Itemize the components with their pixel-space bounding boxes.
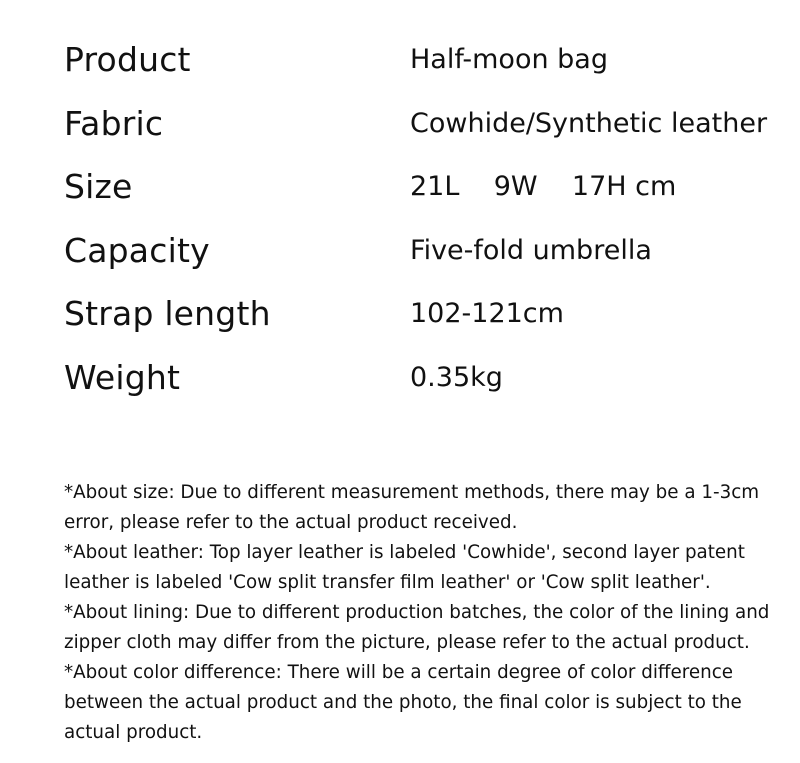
spec-value: 102-121cm [410, 298, 564, 330]
spec-value: Five-fold umbrella [410, 234, 652, 266]
spec-label: Size [64, 167, 133, 207]
spec-label: Capacity [64, 230, 210, 270]
spec-label: Product [64, 40, 191, 79]
spec-value: Half-moon bag [410, 44, 608, 75]
notes-section [64, 478, 788, 748]
note-line: *About lining: Due to different production batches, the color of the lining and [64, 602, 770, 623]
spec-value: 21L 9W 17H cm [410, 171, 677, 203]
spec-value: Cowhide/Synthetic leather [410, 107, 768, 139]
note-line: *About color difference: There will be a certain degree of color difference [64, 662, 733, 683]
spec-label: Weight [64, 357, 181, 397]
spec-row-weight [64, 346, 784, 410]
spec-row-product [64, 28, 784, 92]
spec-row-capacity [64, 219, 784, 283]
spec-row-strap-length [64, 282, 784, 346]
spec-table [64, 28, 784, 410]
spec-label: Fabric [64, 103, 164, 143]
spec-value: 0.35kg [410, 361, 503, 393]
note-line: error, please refer to the actual product received. [64, 512, 518, 533]
spec-row-size [64, 155, 784, 219]
note-line: actual product. [64, 722, 203, 743]
spec-label: Strap length [64, 294, 271, 334]
note-line: *About size: Due to different measurement methods, there may be a 1-3cm [64, 482, 760, 503]
note-line: zipper cloth may differ from the picture, please refer to the actual product. [64, 632, 750, 653]
spec-row-fabric [64, 92, 784, 156]
note-line: *About leather: Top layer leather is labeled 'Cowhide', second layer patent [64, 542, 745, 563]
note-line: leather is labeled 'Cow split transfer film leather' or 'Cow split leather'. [64, 572, 711, 593]
note-line: between the actual product and the photo, the final color is subject to the [64, 692, 742, 713]
